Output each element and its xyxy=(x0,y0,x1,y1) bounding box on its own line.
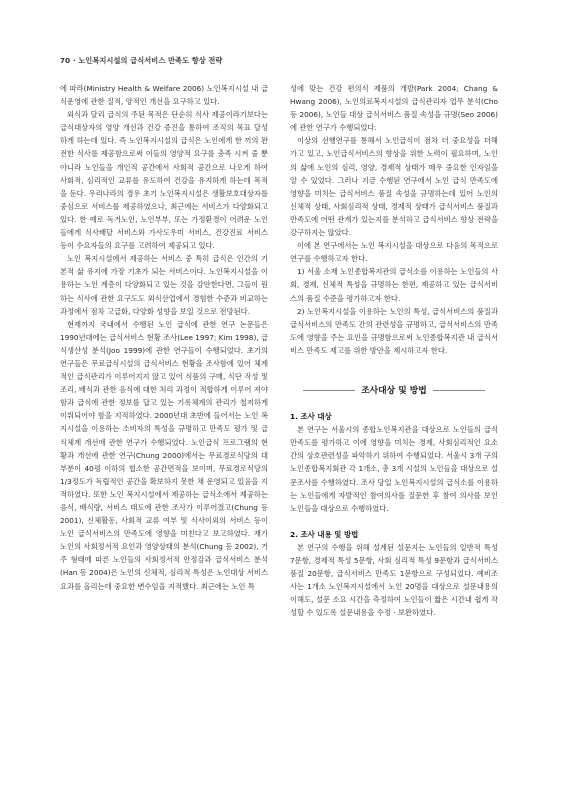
objective-item: 2) 노인복지시설을 이용하는 노인의 특성, 급식서비스의 품질과 급식서비스의 만족도 간의 관련성을 규명하고, 급식서비스의 만족도에 영향을 주는 요인을 규명함으로써 노인종합복지관 내 급식서비스 만족도 제고를 위한 방안을 제시하고자 한다. xyxy=(290,306,498,355)
subsection-title: 1. 조사 대상 xyxy=(290,412,332,422)
objective-item: 1) 서울 소재 노인종합복지관의 급식소를 이용하는 노인들의 사회, 경제, 신체적 특성을 규명하는 한편, 제공하고 있는 급식서비스의 품질 수준을 평가하고자 한다. xyxy=(290,267,498,303)
page-number: 70 xyxy=(60,56,71,65)
section-title: 조사대상 및 방법 xyxy=(290,385,498,398)
subsection-title: 2. 조사 내용 및 방법 xyxy=(290,529,359,539)
body-paragraph: 노인 복지시설에서 제공하는 서비스 중 특히 급식은 인간의 기본적 삶 유지에 가장 기초가 되는 서비스이다. 노인복지시설을 이용하는 노인 계층이 다양화되고 있는 것을 감안한다면, 그들이 원하는 식사에 관한 요구도도 외식산업에서 경험한 수준과 비교하는 과정에서 점차 고급화, 다양화 성향을 보일 것으로 전망된다. xyxy=(60,254,268,316)
body-paragraph: 외식과 달리 급식의 주된 목적은 단순히 식사 제공이라기보다는 급식대상자의 영양 개선과 건강 증진을 통하여 조직의 목표 달성하게 하는데 있다. 즉 노인복지시설의 급식은 노인에게 한 끼의 완전한 식사를 제공함으로써 이들의 영양적 요구를 충족 시켜 줄 뿐 아니라 노인들을 개인적 공간에서 사회적 공간으로 나오게 하여 사회적, 심리적인 교류를 유도하여 건강을 유지하게 하는데 목적을 둔다. 우리나라의 경우 초기 노인복지시설은 생활보호대상자를 중심으로 서비스를 제공하였으나, 최근에는 서비스가 다양화되고 있다. 한 예로 독거노인, 노인부부, 또는 가정환경이 어려운 노인들에게 식사배달 서비스와 가사도우미 서비스, 건강진료 서비스 등이 수요자들의 요구를 고려하여 제공되고 있다. xyxy=(60,110,268,251)
body-paragraph: 현재까지 국내에서 수행된 노인 급식에 관한 연구 논문들은 1990년대에는 급식서비스 현황 조사(Lee 1997; Kim 1998), 급식생산성 분석(Joo 1999)에 관한 연구들이 수행되었다. 초기의 연구들은 무료급식시설의 급식서비스 현황을 조사함에 있어 체계적인 급식관리가 이루어지지 않고 있어 식품의 구매, 식단 작성 및 조리, 배식과 관한 음식에 대한 처리 과정이 적합하게 이루어 져야 함과 급식에 관한 정보를 답고 있는 기록체계의 관리가 철저하게 이뤄되어야 함을 지적하였다. 2000년대 초반에 들어서는 노인 복지시설을 이용하는 소비자의 특성을 규명하고 만족도 평가 및 급식체계 개선에 관한 연구가 수행되었다. 노인급식 프로그램의 현황과 개선에 관한 연구(Chung 2000)에서는 무료경로식당의 대부분이 40평 이하의 협소한 공간면적을 보이며, 무료경로식당의 1/3정도가 독립적인 공간을 확보하지 못한 채 운영되고 있음을 지적하였다. 또한 노인 복지시설에서 제공하는 급식소에서 제공하는 음식, 배식량, 서비스 태도에 관한 조사가 이루어졌고(Chung 등 2001), 신체활동, 사회적 교류 여부 및 식사이외의 서비스 등이 노인 급식서비스의 만족도에 영향을 미친다고 보고하였다. 재가 노인의 사회정서적 요인과 영양상태의 분석(Chung 등 2002), 거주 형태에 따른 노인들의 사회정서적 안정감과 급식서비스 분석(Han 등 2004)은 노인의 신체적, 심리적 특성은 노인대상 서비스 요과를 올리는데 중요한 변수임을 지적했다. 최근에는 노인 특 xyxy=(60,319,268,591)
body-paragraph: 본 연구는 서울시의 종합노인복지관을 대상으로 노인들의 급식 만족도를 평가하고 이에 영향을 미치는 경제, 사회심리적인 요소간의 상호관련성을 파악하기 위하여 수행되었다. 서울시 3개 구의 노인종합복지회관 각 1개소, 총 3개 시설의 노인들을 대상으로 설문조사를 수행하였다. 조사 당일 노인복지시설의 급식소를 이용하는 노인들에게 자발적인 참여의사를 질문한 후 참여 의사를 보인 노인들을 대상으로 수행하였다. xyxy=(290,425,498,513)
left-column xyxy=(60,82,268,593)
body-paragraph: 본 연구의 수행을 위해 설계된 설문지는 노인들의 일반적 특성 7문항, 경제적 특성 5문항, 사회 심리적 특성 9문항과 급식서비스 품질 20문항, 급식서비스 만족도 1문항으로 구성되었다. 예비조사는 1개소 노인복지시설에서 노인 20명을 대상으로 설문내용의 이해도, 설문 소요 시간을 측정하여 노인들이 짧은 시간내 쉽게 작성할 수 있도록 설문내용을 수정 · 보완하였다. xyxy=(290,542,498,618)
body-paragraph: 이에 본 연구에서는 노인 복지시설을 대상으로 다음의 목적으로 연구를 수행하고자 한다. xyxy=(290,241,498,264)
right-column xyxy=(290,82,498,619)
body-paragraph: 성에 맞는 건강 편의식 제품의 개발(Park 2004; Chang & Hwang 2006), 노인의료복지시설의 급식관리자 업무 분석(Cho 등 2006), 노인들 대상 급식서비스 품질 속성을 규명(Seo 2006)에 관한 연구가 수행되었다. xyxy=(290,84,498,133)
running-title: 노인복지시설의 급식서비스 만족도 향상 전략 xyxy=(78,56,223,65)
running-header: 70 · 노인복지시설의 급식서비스 만족도 향상 전략 xyxy=(60,56,223,65)
body-paragraph: 에 따라(Ministry Health & Welfare 2006) 노인복지시설 내 급식운영에 관한 질적, 양적인 개선을 요구하고 있다. xyxy=(60,84,268,107)
body-paragraph: 이상의 선행연구를 통해서 노인급식이 점차 더 중요성을 더해 가고 있고, 노인급식서비스의 향상을 위한 노력이 필요하며, 노인의 삶에 노인의 심리, 영양, 경제적 상태가 매우 중요한 인자임을 알 수 있었다. 그러나 지금 수행된 연구에서 노인 급식 만족도에 영향을 미치는 급식서비스 품질 속성을 규명하는데 있어 노인의 신체적 상태, 사회심리적 상태, 경제적 상태가 급식서비스 품질과 만족도에 어떤 관계가 있는지를 분석하고 급식서비스 향상 전략을 강구하지는 않았다. xyxy=(290,136,498,238)
